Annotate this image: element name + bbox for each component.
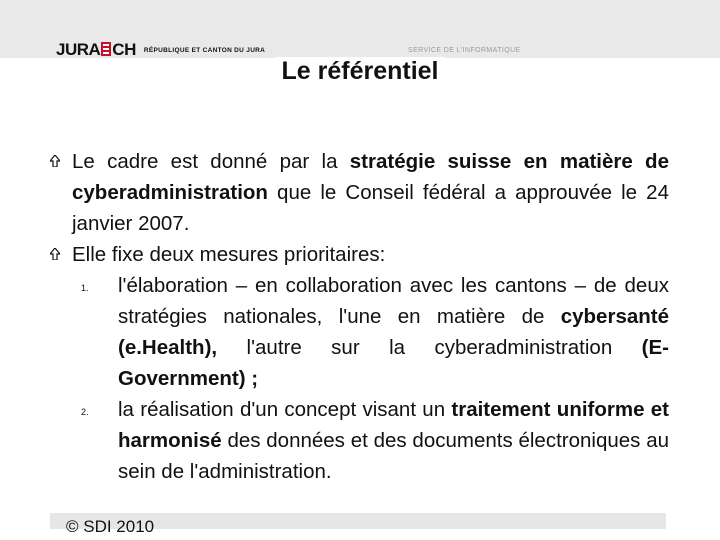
slide-content — [72, 146, 669, 487]
numbered-list — [81, 270, 670, 487]
text-run: l'autre sur la cyberadministration — [217, 336, 642, 359]
text-run: des données et des documents électroniques au sein de l'administration. — [118, 429, 669, 483]
bullet-arrow-icon — [50, 248, 60, 260]
bullet-item — [72, 239, 669, 270]
bullet-text: Elle fixe deux mesures prioritaires: — [72, 243, 386, 266]
text-run: Le cadre est donné par la — [72, 150, 350, 173]
logo-subtitle: RÉPUBLIQUE ET CANTON DU JURA — [143, 46, 266, 54]
bullet-text — [72, 150, 669, 235]
text-run-bold: cybersanté (e.Health), — [118, 305, 669, 359]
bullet-item — [72, 146, 669, 239]
text-run: que le Conseil fédéral a approuvée le 24 janvier 2007. — [72, 181, 669, 235]
numbered-item — [81, 270, 669, 394]
service-label: SERVICE DE L'INFORMATIQUE — [408, 47, 521, 54]
numbered-item — [81, 394, 670, 487]
slide-title-text: Le référentiel — [275, 57, 444, 85]
text-run-bold: traitement uniforme et harmonisé — [118, 398, 670, 452]
text-run: la réalisation d'un concept visant un — [118, 398, 452, 421]
item-number: 2. — [81, 407, 89, 417]
logo-word-jura: JURA — [56, 40, 101, 59]
text-run-bold: (E-Government) ; — [118, 336, 669, 390]
text-run-bold: stratégie suisse en matière de cyberadministration — [72, 150, 669, 204]
logo-word-ch: CH — [112, 40, 136, 59]
item-number: 1. — [81, 283, 89, 293]
footer-copyright: © SDI 2010 — [66, 517, 155, 536]
jura-emblem-icon — [101, 42, 111, 56]
bullet-arrow-icon — [50, 155, 60, 167]
slide-title — [0, 57, 720, 86]
text-run: l'élaboration – en collaboration avec les cantons – de deux stratégies nationales, l'une en matière de — [118, 274, 669, 328]
